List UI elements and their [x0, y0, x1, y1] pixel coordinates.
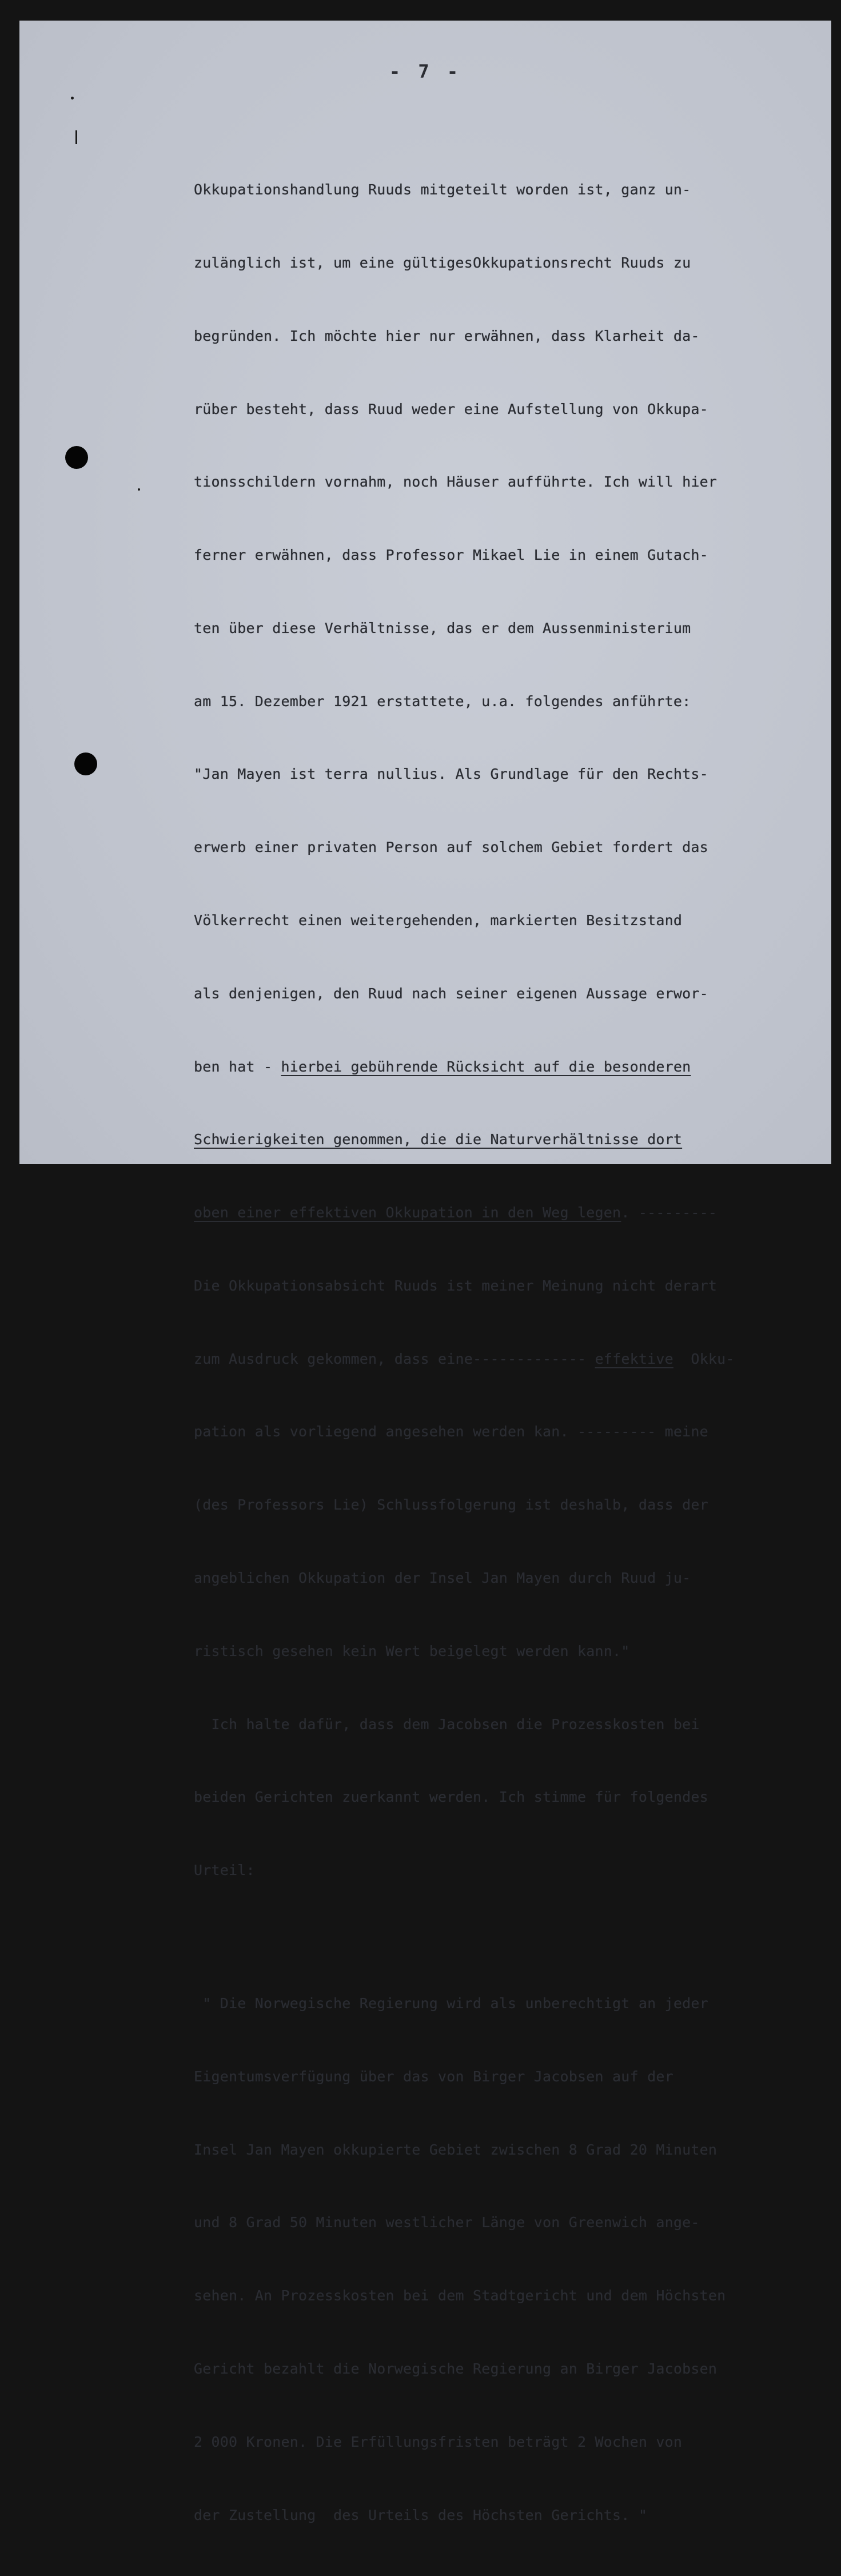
text-line: der Zustellung des Urteils des Höchsten Gerichts. " — [194, 2506, 648, 2523]
punch-hole — [65, 446, 88, 469]
text-line — [194, 1201, 834, 1225]
paragraph-gap — [194, 1932, 834, 1943]
underlined-text: oben einer effektiven Okkupation in den Weg legen — [194, 1204, 621, 1221]
document-page — [19, 21, 831, 2523]
text-line: Okkupationshandlung Ruuds mitgeteilt worden ist, ganz un- — [194, 181, 691, 198]
text-line — [194, 1347, 834, 1372]
text-line: tionsschildern vornahm, noch Häuser aufführte. Ich will hier — [194, 473, 718, 491]
text-segment: . --------- — [621, 1204, 718, 1221]
text-segment: zum Ausdruck gekommen, dass eine------------- — [194, 1350, 595, 1367]
text-line: zulänglich ist, um eine gültigesOkkupationsrecht Ruuds zu — [194, 254, 691, 271]
punch-hole — [74, 753, 97, 775]
text-line: begründen. Ich möchte hier nur erwähnen, dass Klarheit da- — [194, 327, 700, 344]
text-line: Gericht bezahlt die Norwegische Regierung an Birger Jacobsen — [194, 2360, 718, 2378]
text-line — [194, 1055, 834, 1080]
text-line: Völkerrecht einen weitergehenden, markierten Besitzstand — [194, 912, 683, 929]
text-line: ten über diese Verhältnisse, das er dem Aussenministerium — [194, 619, 691, 636]
text-line: ferner erwähnen, dass Professor Mikael Lie in einem Gutach- — [194, 547, 708, 564]
text-line: und 8 Grad 50 Minuten westlicher Länge von Greenwich ange- — [194, 2214, 700, 2231]
text-line: 2 000 Kronen. Die Erfüllungsfristen beträgt 2 Wochen von — [194, 2433, 683, 2450]
text-line: am 15. Dezember 1921 erstattete, u.a. folgendes anführte: — [194, 692, 691, 710]
text-line: als denjenigen, den Ruud nach seiner eigenen Aussage erwor- — [194, 985, 708, 1002]
text-line: sehen. An Prozesskosten bei dem Stadtgericht und dem Höchsten — [194, 2287, 726, 2304]
text-line — [194, 1128, 834, 1152]
text-line: ristisch gesehen kein Wert beigelegt werden kann." — [194, 1642, 630, 1659]
text-line: angeblichen Okkupation der Insel Jan Mayen durch Ruud ju- — [194, 1570, 691, 1587]
text-line: " Die Norwegische Regierung wird als unberechtigt an jeder — [194, 1995, 708, 2012]
text-line: Insel Jan Mayen okkupierte Gebiet zwischen 8 Grad 20 Minuten — [194, 2141, 718, 2158]
text-line: Eigentumsverfügung über das von Birger Jacobsen auf der — [194, 2068, 673, 2085]
text-line: pation als vorliegend angesehen werden kan. --------- meine — [194, 1423, 708, 1440]
ink-dot — [138, 488, 140, 491]
page-number: - 7 - — [389, 61, 462, 82]
ink-dot — [71, 97, 74, 99]
ink-mark — [75, 130, 77, 144]
text-line: rüber besteht, dass Ruud weder eine Aufstellung von Okkupa- — [194, 400, 708, 417]
text-line: Ich halte dafür, dass dem Jacobsen die Prozesskosten bei — [194, 1715, 700, 1733]
text-line: (des Professors Lie) Schlussfolgerung ist deshalb, dass der — [194, 1496, 708, 1514]
text-line: erwerb einer privaten Person auf solchem Gebiet fordert das — [194, 839, 708, 856]
text-line: beiden Gerichten zuerkannt werden. Ich stimme für folgendes — [194, 1789, 708, 1806]
text-segment: ben hat - — [194, 1058, 281, 1075]
typed-body-text — [194, 129, 834, 2576]
underlined-text: effektive — [595, 1350, 673, 1367]
text-segment: Okku- — [673, 1350, 735, 1367]
underlined-text: hierbei gebührende Rücksicht auf die besonderen — [281, 1058, 691, 1075]
text-line: "Jan Mayen ist terra nullius. Als Grundlage für den Rechts- — [194, 766, 708, 783]
underlined-text: Schwierigkeiten genommen, die die Naturverhältnisse dort — [194, 1131, 683, 1148]
text-line: Urteil: — [194, 1862, 255, 1879]
text-line: Die Okkupationsabsicht Ruuds ist meiner Meinung nicht derart — [194, 1277, 718, 1294]
